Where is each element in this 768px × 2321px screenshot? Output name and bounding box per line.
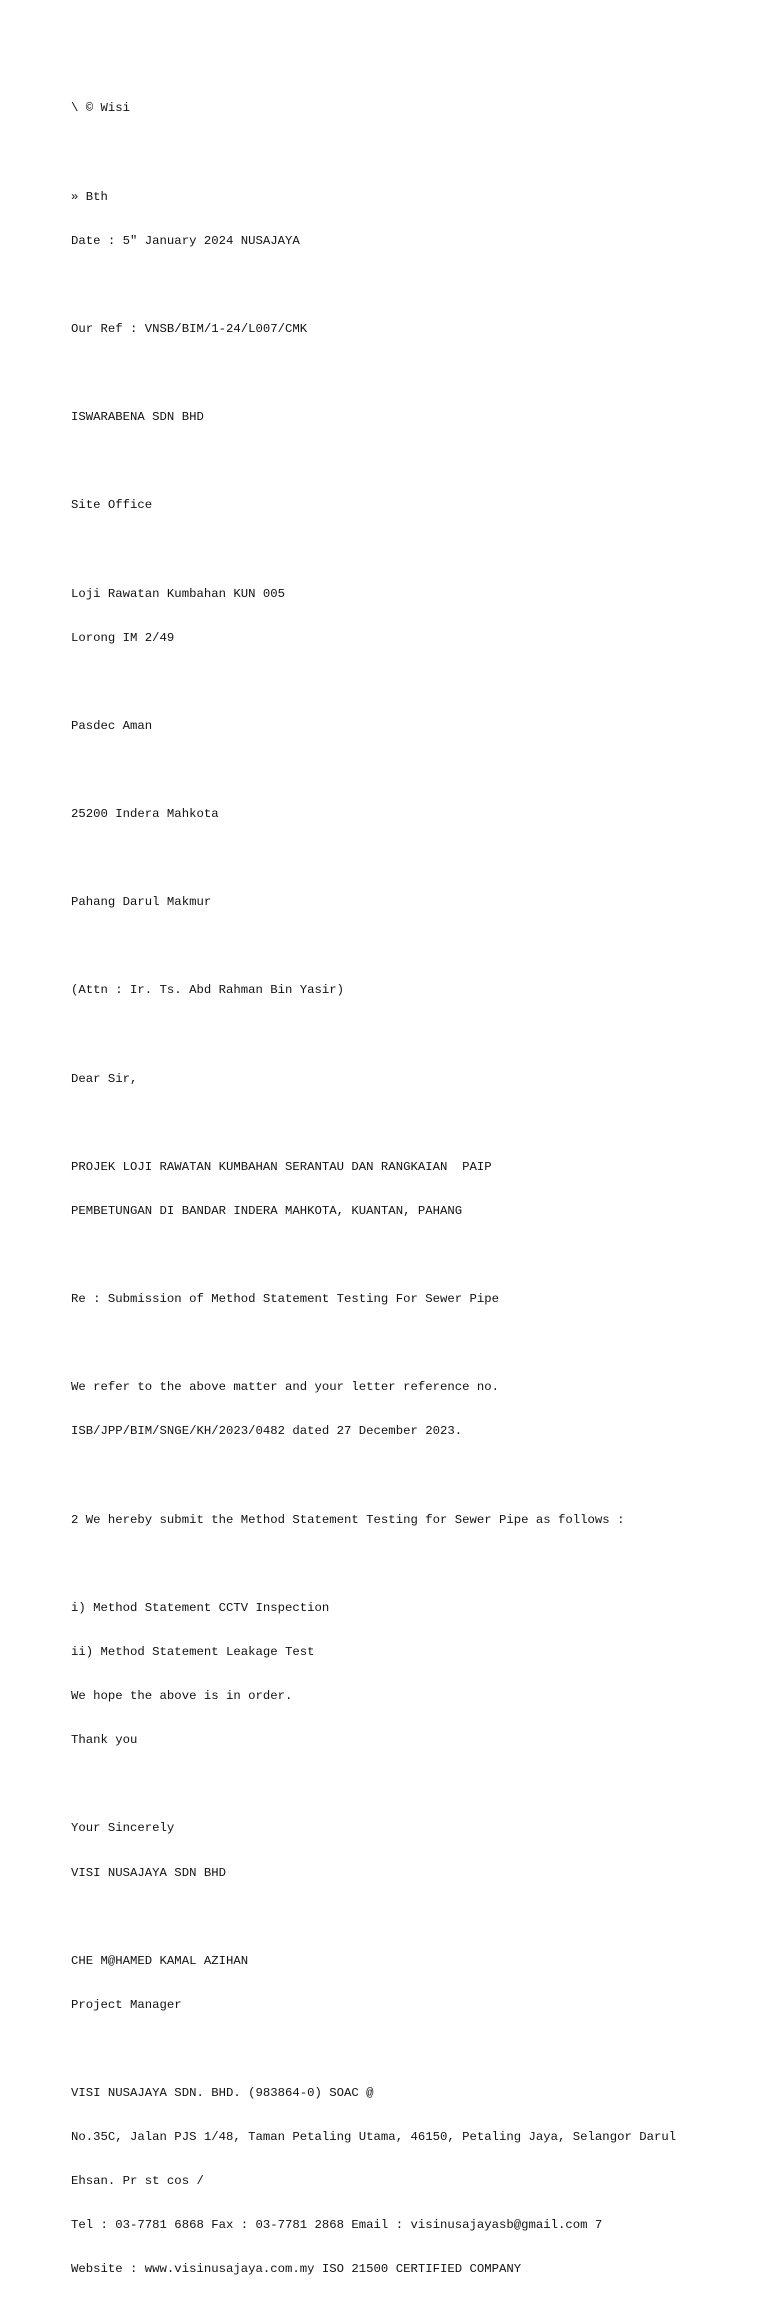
recipient-postcode-block xyxy=(71,778,751,852)
subject-line: Re : Submission of Method Statement Testing For Sewer Pipe xyxy=(71,1292,500,1307)
signatory-name: CHE M@HAMED KAMAL AZIHAN xyxy=(71,1953,249,1968)
recipient-company-block xyxy=(71,381,751,455)
sender-company: VISI NUSAJAYA SDN BHD xyxy=(71,1865,226,1880)
recipient-address-line: Pasdec Aman xyxy=(71,718,153,733)
header-bth: » Bth xyxy=(71,189,108,204)
salutation-block xyxy=(71,1042,751,1116)
footer-line: No.35C, Jalan PJS 1/48, Taman Petaling Utama, 46150, Petaling Jaya, Selangor Darul xyxy=(71,2130,677,2145)
project-title-line: PROJEK LOJI RAWATAN KUMBAHAN SERANTAU DAN RANGKAIAN PAIP xyxy=(71,1159,492,1174)
project-title-line: PEMBETUNGAN DI BANDAR INDERA MAHKOTA, KUANTAN, PAHANG xyxy=(71,1203,463,1218)
hope-line: We hope the above is in order. xyxy=(71,1689,293,1704)
recipient-site-office: Site Office xyxy=(71,498,153,513)
body-line: We refer to the above matter and your letter reference no. xyxy=(71,1380,500,1395)
attention-line: (Attn : Ir. Ts. Abd Rahman Bin Yasir) xyxy=(71,983,345,998)
recipient-address-line: 25200 Indera Mahkota xyxy=(71,807,219,822)
items-block xyxy=(71,1571,751,1777)
recipient-address-line: Lorong IM 2/49 xyxy=(71,630,175,645)
footer-block xyxy=(71,2057,751,2307)
body-line: ISB/JPP/BIM/SNGE/KH/2023/0482 dated 27 December 2023. xyxy=(71,1424,463,1439)
recipient-address-block xyxy=(71,557,751,675)
salutation: Dear Sir, xyxy=(71,1071,138,1086)
date-line: Date : 5" January 2024 NUSAJAYA xyxy=(71,233,300,248)
recipient-address-line: Loji Rawatan Kumbahan KUN 005 xyxy=(71,586,286,601)
header-mark: \ © Wisi xyxy=(71,101,131,116)
footer-line: VISI NUSAJAYA SDN. BHD. (983864-0) SOAC @ xyxy=(71,2086,374,2101)
date-block xyxy=(71,160,751,278)
header-mark-block xyxy=(71,72,751,146)
recipient-company: ISWARABENA SDN BHD xyxy=(71,410,204,425)
body-paragraph-1 xyxy=(71,1351,751,1469)
footer-line: Tel : 03-7781 6868 Fax : 03-7781 2868 Email : visinusajayasb@gmail.com 7 xyxy=(71,2218,603,2233)
project-title-block xyxy=(71,1130,751,1248)
list-item: ii) Method Statement Leakage Test xyxy=(71,1645,315,1659)
subject-block xyxy=(71,1263,751,1337)
body-paragraph-2 xyxy=(71,1483,751,1557)
reference-block xyxy=(71,293,751,367)
signatory-title: Project Manager xyxy=(71,1997,182,2012)
closing-line: Your Sincerely xyxy=(71,1821,175,1836)
list-item: i) Method Statement CCTV Inspection xyxy=(71,1600,330,1615)
attention-block xyxy=(71,954,751,1028)
our-reference: Our Ref : VNSB/BIM/1-24/L007/CMK xyxy=(71,321,308,336)
recipient-site-office-block xyxy=(71,469,751,543)
thanks-line: Thank you xyxy=(71,1733,138,1748)
signatory-block xyxy=(71,1924,751,2042)
recipient-area-block xyxy=(71,689,751,763)
body-line: 2 We hereby submit the Method Statement Testing for Sewer Pipe as follows : xyxy=(71,1512,625,1527)
footer-line: Website : www.visinusajaya.com.my ISO 21500 CERTIFIED COMPANY xyxy=(71,2262,522,2277)
footer-line: Ehsan. Pr st cos / xyxy=(71,2174,204,2189)
letter-page xyxy=(71,72,751,2321)
closing-block xyxy=(71,1792,751,1910)
recipient-address-line: Pahang Darul Makmur xyxy=(71,895,212,910)
recipient-state-block xyxy=(71,866,751,940)
